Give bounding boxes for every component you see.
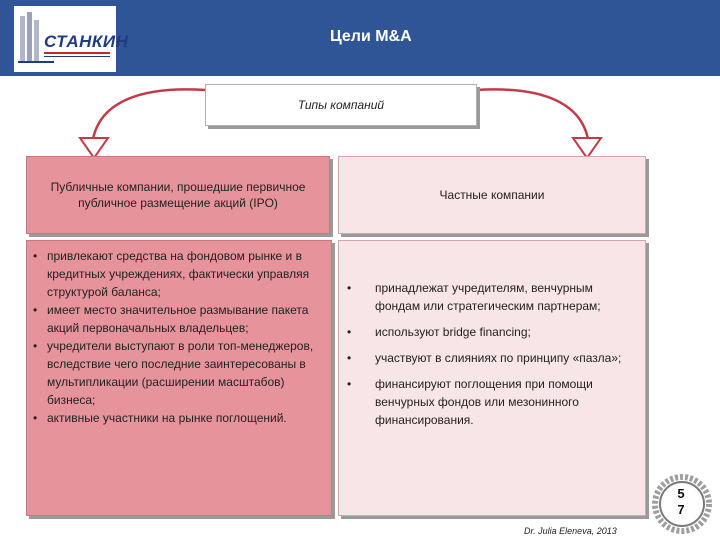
header-bar bbox=[0, 0, 720, 76]
bullet-icon: • bbox=[347, 377, 352, 391]
left-curved-arrow-icon bbox=[80, 89, 205, 158]
footer-text: Dr. Julia Eleneva, 2013 bbox=[524, 526, 617, 536]
public-companies-list bbox=[33, 247, 323, 427]
list-item bbox=[33, 301, 323, 337]
logo bbox=[14, 6, 129, 72]
list-item-text: имеет место значительное размывание пакета акций первоначальных владельцев; bbox=[47, 303, 309, 335]
logo-underline-thin bbox=[44, 56, 110, 57]
list-item bbox=[33, 247, 323, 301]
list-item bbox=[33, 337, 323, 409]
logo-underline bbox=[44, 52, 110, 54]
page-number-line1: 5 bbox=[677, 486, 685, 501]
right-curved-arrow-icon bbox=[476, 89, 601, 158]
bullet-icon: • bbox=[347, 325, 352, 339]
private-heading-text: Частные компании bbox=[439, 188, 545, 202]
bullet-icon: • bbox=[33, 249, 38, 263]
bullet-icon: • bbox=[33, 411, 38, 425]
list-item bbox=[345, 323, 641, 341]
company-types-label: Типы компаний bbox=[297, 98, 385, 112]
bullet-icon: • bbox=[33, 303, 38, 317]
list-item bbox=[345, 349, 641, 367]
bullet-icon: • bbox=[347, 281, 352, 295]
bullet-icon: • bbox=[347, 351, 352, 365]
list-item-text: активные участники на рынке поглощений. bbox=[47, 411, 287, 425]
list-item-text: привлекают средства на фондовом рынке и в кредитных учреждениях, фактически управляя структурой баланса; bbox=[47, 249, 310, 299]
public-companies-heading bbox=[26, 156, 330, 234]
list-item bbox=[33, 409, 323, 427]
public-heading-text: Публичные компании, прошедшие первичное публичное размещение акций (IPO) bbox=[50, 180, 306, 210]
private-companies-list bbox=[345, 279, 641, 437]
page-number-line2: 7 bbox=[677, 502, 685, 517]
list-item-text: учредители выступают в роли топ-менеджеров, вследствие чего последние заинтересованы в мультипликации (расширении масштабов) бизнеса; bbox=[47, 339, 314, 407]
logo-text: СТАНКИН bbox=[44, 32, 129, 51]
private-companies-heading bbox=[338, 156, 646, 234]
list-item bbox=[345, 375, 641, 429]
footer-credit bbox=[524, 526, 617, 536]
private-companies-panel bbox=[338, 240, 646, 516]
company-types-box bbox=[205, 84, 477, 126]
list-item-text: используют bridge financing; bbox=[375, 325, 531, 339]
list-item-text: принадлежат учредителям, венчурным фондам или стратегическим партнерам; bbox=[375, 281, 601, 313]
bullet-icon: • bbox=[33, 339, 38, 353]
page-number bbox=[666, 486, 696, 518]
list-item bbox=[345, 279, 641, 315]
slide-title: Цели M&A bbox=[330, 28, 412, 45]
public-companies-panel bbox=[26, 240, 332, 516]
list-item-text: финансируют поглощения при помощи венчурных фондов или мезонинного финансирования. bbox=[375, 377, 593, 427]
list-item-text: участвуют в слияниях по принципу «пазла»; bbox=[375, 351, 622, 365]
